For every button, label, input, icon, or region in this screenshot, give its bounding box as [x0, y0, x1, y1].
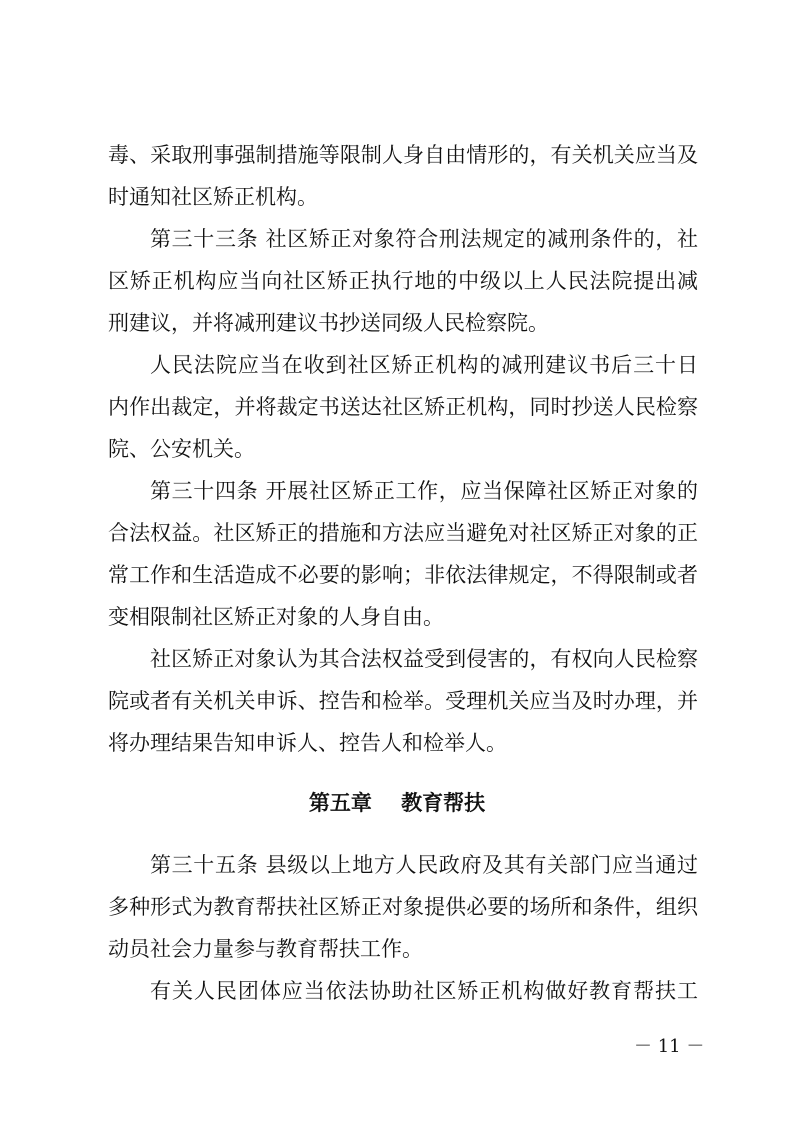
- body-line: 社区矫正对象认为其合法权益受到侵害的，有权向人民检察: [150, 647, 698, 671]
- body-line: 内作出裁定，并将裁定书送达社区矫正机构，同时抄送人民检察: [108, 395, 698, 419]
- article-35-line: 第三十五条 县级以上地方人民政府及其有关部门应当通过: [150, 853, 698, 877]
- body-line: 合法权益。社区矫正的措施和方法应当避免对社区矫正对象的正: [108, 521, 698, 545]
- body-line: 动员社会力量参与教育帮扶工作。: [108, 937, 423, 961]
- body-line: 院、公安机关。: [108, 437, 255, 461]
- article-34-line: 第三十四条 开展社区矫正工作，应当保障社区矫正对象的: [150, 479, 698, 503]
- body-line: 院或者有关机关申诉、控告和检举。受理机关应当及时办理，并: [108, 689, 698, 713]
- body-line: 变相限制社区矫正对象的人身自由。: [108, 605, 444, 629]
- body-line: 有关人民团体应当依法协助社区矫正机构做好教育帮扶工: [150, 979, 698, 1003]
- body-line: 区矫正机构应当向社区矫正执行地的中级以上人民法院提出减: [108, 269, 698, 293]
- body-line: 毒、采取刑事强制措施等限制人身自由情形的，有关机关应当及: [108, 143, 698, 167]
- article-33-line: 第三十三条 社区矫正对象符合刑法规定的减刑条件的，社: [150, 227, 698, 251]
- body-line: 将办理结果告知申诉人、控告人和检举人。: [108, 731, 507, 755]
- page-number: － 11 －: [634, 1036, 705, 1057]
- body-line: 刑建议，并将减刑建议书抄送同级人民检察院。: [108, 311, 549, 335]
- body-line: 人民法院应当在收到社区矫正机构的减刑建议书后三十日: [150, 353, 698, 377]
- body-line: 常工作和生活造成不必要的影响；非依法律规定，不得限制或者: [108, 563, 698, 587]
- body-line: 时通知社区矫正机构。: [108, 185, 318, 209]
- chapter-heading: 第五章 教育帮扶: [308, 791, 486, 815]
- body-line: 多种形式为教育帮扶社区矫正对象提供必要的场所和条件，组织: [108, 895, 698, 919]
